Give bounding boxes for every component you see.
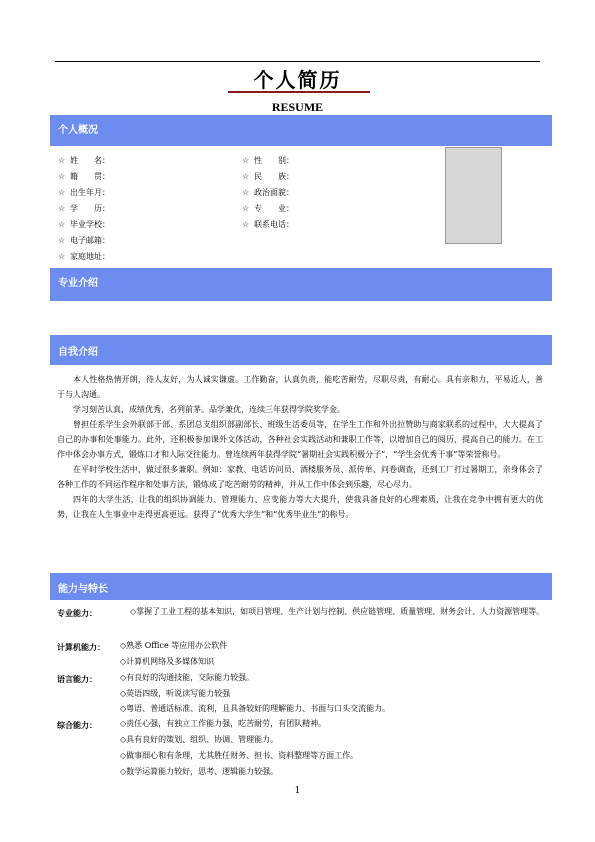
- info-label: 联系电话：: [254, 220, 294, 229]
- info-row: [242, 220, 294, 230]
- section-self-intro-title: 自我介绍: [58, 347, 98, 358]
- top-rule: [55, 61, 540, 62]
- skill-category: 综合能力：: [57, 720, 97, 730]
- self-paragraph: 学习刻苦认真，成绩优秀，名列前茅。品学兼优，连续三年获得学院奖学金。: [73, 405, 345, 414]
- section-overview-header: [50, 115, 552, 146]
- star-icon: ☆: [242, 204, 250, 213]
- info-row: [242, 156, 294, 166]
- info-row: [58, 188, 110, 198]
- info-row: [242, 172, 294, 182]
- section-major-title: 专业介绍: [58, 278, 98, 289]
- section-overview-title: 个人概况: [58, 125, 98, 136]
- info-label: 学 历：: [70, 204, 110, 213]
- info-row: [58, 220, 110, 230]
- info-label: 家庭地址：: [70, 252, 110, 261]
- page-subtitle: RESUME: [271, 100, 324, 114]
- section-skills-header: [50, 573, 552, 600]
- star-icon: ☆: [58, 220, 66, 229]
- info-row: [242, 188, 294, 198]
- skill-item: ◇数学运算能力较好，思考、逻辑能力较强。: [120, 767, 279, 776]
- info-label: 性 别：: [254, 156, 294, 165]
- info-row: [58, 156, 110, 166]
- section-self-intro-header: [50, 335, 552, 365]
- info-label: 毕业学校：: [70, 220, 110, 229]
- skill-item: ◇计算机网络及多媒体知识: [120, 657, 215, 666]
- info-label: 政治面貌：: [254, 188, 294, 197]
- section-major-header: [50, 268, 552, 301]
- star-icon: ☆: [58, 252, 66, 261]
- info-label: 电子邮箱：: [70, 236, 110, 245]
- page-title: 个人简历: [253, 68, 342, 92]
- self-paragraph: 四年的大学生活，让我的组织协调能力、管理能力、应变能力等大大提升，使我具备良好的心理素质，让我在竞争中拥有更大的优势，让我在人生事业中走得更高更远。获得了“优秀大学生”和“优秀毕业生”的称号。: [57, 495, 543, 519]
- star-icon: ☆: [242, 172, 250, 181]
- page-number: 1: [294, 786, 301, 796]
- info-row: [58, 236, 110, 246]
- info-row: [58, 204, 110, 214]
- info-label: 姓 名：: [70, 156, 110, 165]
- skill-category: 计算机能力：: [57, 642, 105, 652]
- self-paragraph: 本人性格热情开朗，待人友好，为人诚实谦虚。工作勤奋，认真负责，能吃苦耐劳，尽职尽责，有耐心。具有亲和力，平易近人，善于与人沟通。: [57, 375, 543, 399]
- info-row: [58, 252, 110, 262]
- skill-item: ◇熟悉 Office 等应用办公软件: [120, 641, 228, 650]
- skill-item: ◇有良好的沟通技能，交际能力较强。: [120, 673, 255, 682]
- photo-placeholder: [445, 147, 502, 244]
- skill-item: ◇掌握了工业工程的基本知识，如项目管理、生产计划与控制、供应链管理、质量管理、财务会计、人力资源管理等。: [130, 607, 545, 616]
- info-row: [242, 204, 294, 214]
- self-paragraph: 曾担任系学生会外联部干部、系团总支组织部副部长、班级生活委员等，在学生工作和外出拉赞助与商家联系的过程中，大大提高了自己的办事和处事能力。此外，还积极参加课外文体活动，各种社会实践活动和兼职工作等，以增加自己的阅历，提高自己的能力。在工作中体会办事方式，锻炼口才和人际交往能力。曾连续两年获得学院“暑期社会实践积极分子”，“学生会优秀干事”等荣誉称号。: [57, 420, 543, 459]
- star-icon: ☆: [242, 188, 250, 197]
- star-icon: ☆: [58, 236, 66, 245]
- info-row: [58, 172, 110, 182]
- skill-item: ◇责任心强，有独立工作能力强，吃苦耐劳，有团队精神。: [120, 719, 327, 728]
- info-label: 籍 贯：: [70, 172, 110, 181]
- skill-item: ◇具有良好的策划、组织、协调、管理能力。: [120, 735, 279, 744]
- skill-category: 语言能力：: [57, 674, 97, 684]
- info-label: 民 族：: [254, 172, 294, 181]
- title-underline: [228, 91, 370, 93]
- star-icon: ☆: [58, 156, 66, 165]
- section-skills-title: 能力与特长: [58, 584, 108, 595]
- info-label: 专 业：: [254, 204, 294, 213]
- self-paragraph: 在平时学校生活中，做过很多兼职。例如：家教、电话访问员、酒楼服务员、派传单、问卷调查，还到工厂打过暑期工，亲身体会了各种工作的不同运作程序和处事方法，锻炼成了吃苦耐劳的精神，并从工作中体会到乐趣，尽心尽力。: [57, 465, 543, 489]
- star-icon: ☆: [58, 188, 66, 197]
- star-icon: ☆: [58, 204, 66, 213]
- star-icon: ☆: [242, 220, 250, 229]
- skill-item: ◇做事细心和有条理，尤其胜任财务、担书、资料整理等方面工作。: [120, 751, 359, 760]
- skill-category: 专业能力：: [57, 608, 97, 618]
- star-icon: ☆: [242, 156, 250, 165]
- skill-item: ◇粤语、普通话标准、流利，且具备较好的理解能力、书面与口头交流能力。: [120, 704, 391, 713]
- self-intro-body: [57, 372, 543, 522]
- skill-item: ◇英语四级，听说读写能力较强: [120, 689, 231, 698]
- info-label: 出生年月：: [70, 188, 110, 197]
- star-icon: ☆: [58, 172, 66, 181]
